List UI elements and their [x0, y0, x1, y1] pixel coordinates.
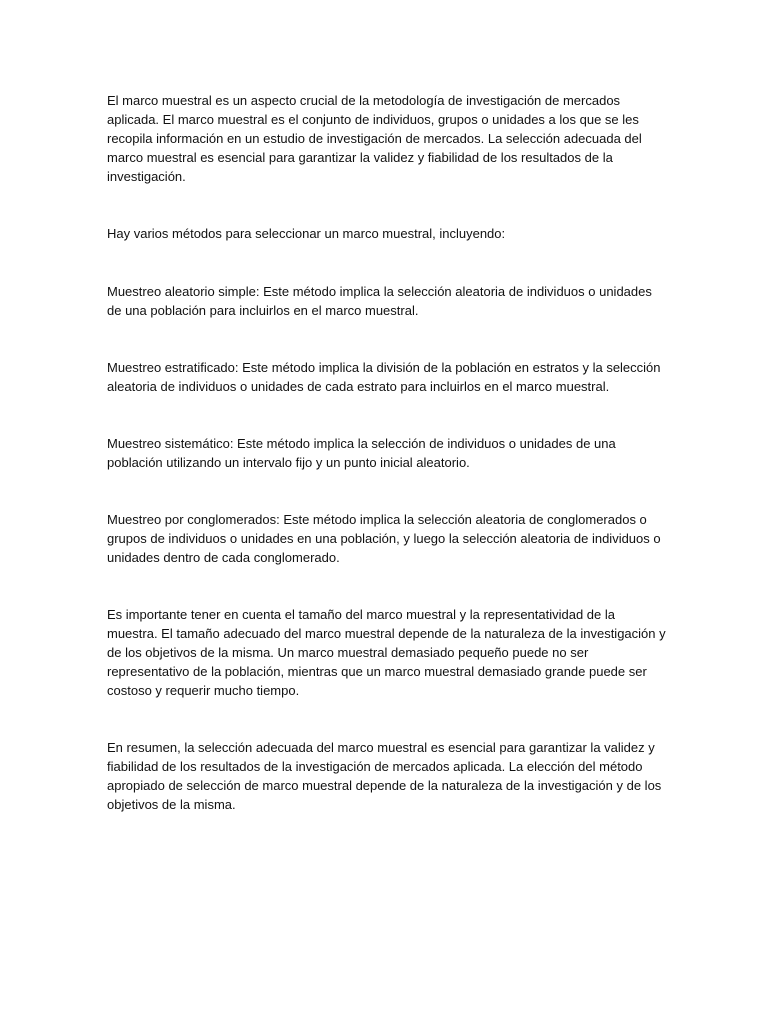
paragraph-simple-random-sampling: Muestreo aleatorio simple: Este método implica la selección aleatoria de individuos o unidades de una población para incluirlos en el marco muestral.	[107, 284, 652, 318]
document-body	[107, 91, 667, 814]
paragraph-intro: El marco muestral es un aspecto crucial de la metodología de investigación de mercados aplicada. El marco muestral es el conjunto de individuos, grupos o unidades a los que se les recopila información en un estudio de investigación de mercados. La selección adecuada del marco muestral es esencial para garantizar la validez y fiabilidad de los resultados de la investigación.	[107, 93, 642, 184]
paragraph-methods-intro: Hay varios métodos para seleccionar un marco muestral, incluyendo:	[107, 226, 506, 241]
paragraph-cluster-sampling: Muestreo por conglomerados: Este método implica la selección aleatoria de conglomerados o grupos de individuos o unidades en una población, y luego la selección aleatoria de individuos o unidades dentro de cada conglomerado.	[107, 512, 661, 565]
paragraph-systematic-sampling: Muestreo sistemático: Este método implica la selección de individuos o unidades de una población utilizando un intervalo fijo y un punto inicial aleatorio.	[107, 436, 616, 470]
paragraph-stratified-sampling: Muestreo estratificado: Este método implica la división de la población en estratos y la selección aleatoria de individuos o unidades de cada estrato para incluirlos en el marco muestral.	[107, 360, 661, 394]
paragraph-summary: En resumen, la selección adecuada del marco muestral es esencial para garantizar la validez y fiabilidad de los resultados de la investigación de mercados aplicada. La elección del método apropiado de selección de marco muestral depende de la naturaleza de la investigación y de los objetivos de la misma.	[107, 740, 662, 812]
paragraph-sample-size: Es importante tener en cuenta el tamaño del marco muestral y la representatividad de la muestra. El tamaño adecuado del marco muestral depende de la naturaleza de la investigación y de los objetivos de la misma. Un marco muestral demasiado pequeño puede no ser representativo de la población, mientras que un marco muestral demasiado grande puede ser costoso y requerir mucho tiempo.	[107, 607, 666, 698]
